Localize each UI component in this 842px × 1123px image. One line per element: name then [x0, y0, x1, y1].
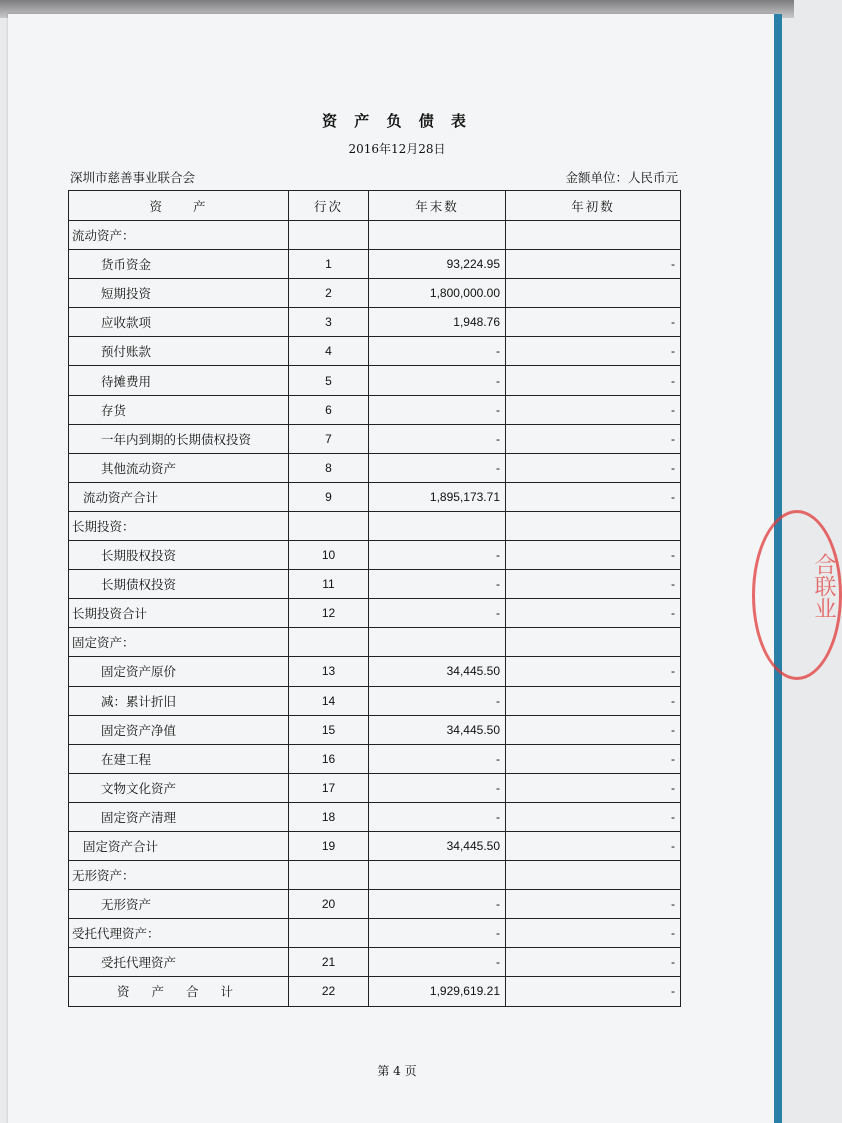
official-seal: 合联业: [752, 510, 842, 680]
row-name: 无形资产：: [69, 861, 289, 890]
row-year-begin: -: [506, 831, 681, 860]
currency-unit: 金额单位：人民币元: [565, 170, 678, 185]
row-name: 无形资产: [69, 890, 289, 919]
table-row: [69, 337, 681, 366]
row-name: 流动资产：: [69, 221, 289, 250]
row-year-end: 93,224.95: [369, 250, 506, 279]
header-line-no: 行次: [289, 191, 369, 221]
row-line-no: 4: [289, 337, 369, 366]
row-year-end: -: [369, 744, 506, 773]
row-name: 长期投资：: [69, 511, 289, 540]
row-name: 流动资产合计: [69, 482, 289, 511]
row-year-begin: -: [506, 977, 681, 1006]
row-year-begin: [506, 279, 681, 308]
row-year-begin: -: [506, 395, 681, 424]
row-year-begin: -: [506, 715, 681, 744]
row-name: 应收款项: [69, 308, 289, 337]
table-row: [69, 250, 681, 279]
row-year-end: -: [369, 686, 506, 715]
row-name: 预付账款: [69, 337, 289, 366]
table-row: [69, 744, 681, 773]
row-year-begin: -: [506, 453, 681, 482]
row-year-begin: -: [506, 919, 681, 948]
row-name: 长期股权投资: [69, 541, 289, 570]
row-name: 固定资产合计: [69, 831, 289, 860]
row-year-begin: -: [506, 337, 681, 366]
table-row: [69, 366, 681, 395]
row-year-begin: -: [506, 686, 681, 715]
header-year-end: 年末数: [369, 191, 506, 221]
table-header-row: [69, 191, 681, 221]
row-year-end: [369, 511, 506, 540]
row-year-end: [369, 861, 506, 890]
header-year-begin: 年初数: [506, 191, 681, 221]
row-year-end: -: [369, 424, 506, 453]
row-line-no: [289, 919, 369, 948]
table-row-total: [69, 977, 681, 1006]
row-line-no: 18: [289, 802, 369, 831]
table-row: [69, 861, 681, 890]
row-line-no: 10: [289, 541, 369, 570]
row-year-begin: -: [506, 773, 681, 802]
row-line-no: 11: [289, 570, 369, 599]
row-name: 减：累计折旧: [69, 686, 289, 715]
row-year-end: 1,895,173.71: [369, 482, 506, 511]
row-line-no: 5: [289, 366, 369, 395]
table-row: [69, 308, 681, 337]
row-name: 固定资产净值: [69, 715, 289, 744]
row-year-end: 1,948.76: [369, 308, 506, 337]
row-year-begin: -: [506, 570, 681, 599]
table-row: [69, 453, 681, 482]
row-line-no: [289, 511, 369, 540]
row-name: 固定资产：: [69, 628, 289, 657]
row-year-begin: -: [506, 424, 681, 453]
row-year-end: -: [369, 337, 506, 366]
organization-name: 深圳市慈善事业联合会: [70, 170, 196, 185]
document-title: 资 产 负 债 表: [322, 112, 472, 130]
table-row: [69, 802, 681, 831]
row-line-no: 13: [289, 657, 369, 686]
table-row: [69, 279, 681, 308]
row-name: 其他流动资产: [69, 453, 289, 482]
table-row: [69, 773, 681, 802]
row-year-begin: -: [506, 482, 681, 511]
table-row: [69, 948, 681, 977]
row-line-no: [289, 628, 369, 657]
table-row: [69, 541, 681, 570]
row-year-end: -: [369, 599, 506, 628]
table-row: [69, 890, 681, 919]
row-name: 在建工程: [69, 744, 289, 773]
row-year-begin: -: [506, 250, 681, 279]
row-line-no: 3: [289, 308, 369, 337]
row-name: 一年内到期的长期债权投资: [69, 424, 289, 453]
table-row: [69, 919, 681, 948]
table-row: [69, 424, 681, 453]
row-line-no: 12: [289, 599, 369, 628]
row-line-no: 14: [289, 686, 369, 715]
table-row: [69, 686, 681, 715]
row-year-end: 1,800,000.00: [369, 279, 506, 308]
row-name: 短期投资: [69, 279, 289, 308]
row-year-end: -: [369, 919, 506, 948]
row-year-begin: -: [506, 744, 681, 773]
row-year-end: -: [369, 366, 506, 395]
row-year-begin: -: [506, 948, 681, 977]
row-line-no: 6: [289, 395, 369, 424]
row-year-end: -: [369, 890, 506, 919]
row-name: 固定资产原价: [69, 657, 289, 686]
row-name: 待摊费用: [69, 366, 289, 395]
table-row: [69, 599, 681, 628]
row-year-begin: [506, 511, 681, 540]
row-name: 存货: [69, 395, 289, 424]
page-number: 第 4 页: [377, 1064, 417, 1078]
table-row: [69, 831, 681, 860]
row-line-no: 21: [289, 948, 369, 977]
table-row: [69, 715, 681, 744]
table-row: [69, 570, 681, 599]
report-date: 2016年12月28日: [348, 142, 446, 156]
row-line-no: 2: [289, 279, 369, 308]
row-line-no: [289, 861, 369, 890]
row-year-end: [369, 221, 506, 250]
row-year-end: -: [369, 541, 506, 570]
table-row: [69, 657, 681, 686]
row-year-end: 34,445.50: [369, 831, 506, 860]
row-line-no: 1: [289, 250, 369, 279]
row-year-end: [369, 628, 506, 657]
table-row: [69, 221, 681, 250]
row-name: 文物文化资产: [69, 773, 289, 802]
row-year-begin: [506, 221, 681, 250]
row-name: 受托代理资产: [69, 948, 289, 977]
row-line-no: 8: [289, 453, 369, 482]
row-line-no: 15: [289, 715, 369, 744]
row-year-begin: [506, 628, 681, 657]
row-line-no: 17: [289, 773, 369, 802]
table-row: [69, 511, 681, 540]
row-line-no: 7: [289, 424, 369, 453]
row-line-no: 22: [289, 977, 369, 1006]
row-year-end: -: [369, 570, 506, 599]
row-year-end: -: [369, 948, 506, 977]
row-line-no: 19: [289, 831, 369, 860]
row-year-begin: -: [506, 657, 681, 686]
table-row: [69, 395, 681, 424]
row-name: 资产合计: [69, 977, 289, 1006]
row-line-no: [289, 221, 369, 250]
row-line-no: 20: [289, 890, 369, 919]
row-name: 固定资产清理: [69, 802, 289, 831]
row-year-end: -: [369, 773, 506, 802]
row-line-no: 9: [289, 482, 369, 511]
table-row: [69, 482, 681, 511]
row-year-begin: -: [506, 599, 681, 628]
row-year-end: 34,445.50: [369, 657, 506, 686]
row-year-begin: -: [506, 366, 681, 395]
row-year-end: -: [369, 395, 506, 424]
row-name: 受托代理资产：: [69, 919, 289, 948]
row-year-begin: -: [506, 541, 681, 570]
row-year-end: 34,445.50: [369, 715, 506, 744]
row-year-begin: [506, 861, 681, 890]
balance-sheet-table: [68, 190, 681, 1007]
row-name: 长期债权投资: [69, 570, 289, 599]
row-name: 货币资金: [69, 250, 289, 279]
header-asset: 资 产: [69, 191, 289, 221]
row-year-begin: -: [506, 802, 681, 831]
row-year-end: -: [369, 802, 506, 831]
row-line-no: 16: [289, 744, 369, 773]
row-name: 长期投资合计: [69, 599, 289, 628]
row-year-begin: -: [506, 890, 681, 919]
row-year-begin: -: [506, 308, 681, 337]
row-year-end: -: [369, 453, 506, 482]
table-row: [69, 628, 681, 657]
row-year-end: 1,929,619.21: [369, 977, 506, 1006]
